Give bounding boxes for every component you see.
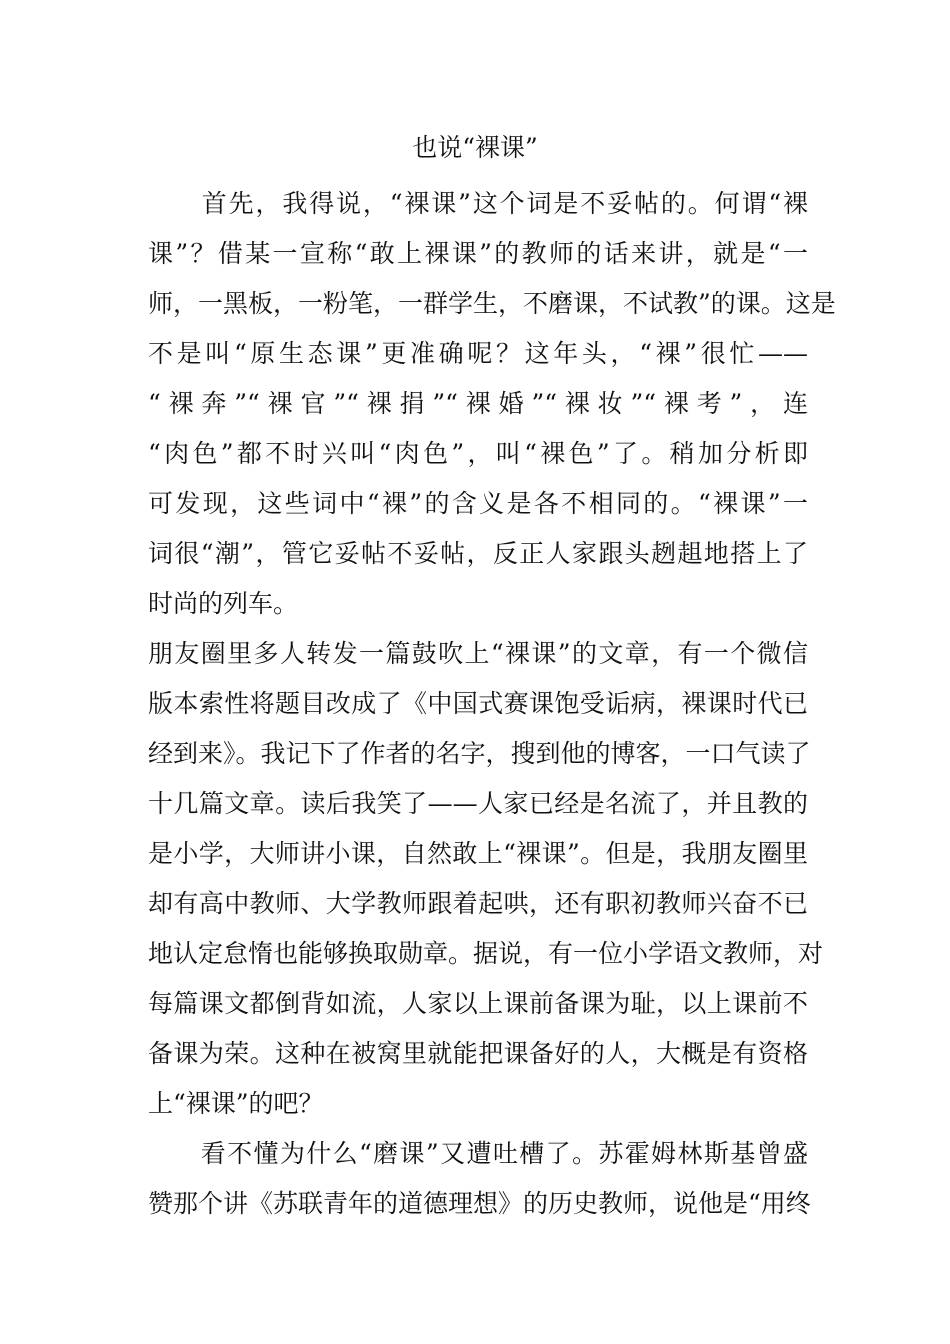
text-line: 备课为荣。这种在被窝里就能把课备好的人，大概是有资格 [148,1039,808,1068]
text-line: 版本索性将题目改成了《中国式赛课饱受诟病，裸课时代已 [148,689,808,718]
text-line: 上“裸课”的吧？ [148,1089,324,1118]
text-line: 课”？借某一宣称“敢上裸课”的教师的话来讲，就是“一 [148,239,808,268]
text-line: 看不懂为什么“磨课”又遭吐槽了。苏霍姆林斯基曾盛 [148,1139,808,1168]
text-line: 可发现，这些词中“裸”的含义是各不相同的。“裸课”一 [148,489,809,518]
document-body [148,179,836,1229]
text-line: “裸奔”“裸官”“裸捐”“裸婚”“裸妆”“裸考”，连 [148,389,808,418]
text-line: “肉色”都不时兴叫“肉色”，叫“裸色”了。稍加分析即 [148,439,808,468]
text-line: 是小学，大师讲小课，自然敢上“裸课”。但是，我朋友圈里 [148,839,808,868]
text-line: 赞那个讲《苏联青年的道德理想》的历史教师，说他是“用终 [148,1189,811,1218]
document-title: 也说“裸课” [412,133,538,162]
text-line: 经到来》。我记下了作者的名字，搜到他的博客，一口气读了 [148,739,811,768]
text-line: 不是叫“原生态课”更准确呢？这年头，“裸”很忙—— [148,339,808,368]
text-line: 词很“潮”，管它妥帖不妥帖，反正人家跟头趔趄地搭上了 [148,539,808,568]
text-line: 时尚的列车。 [148,589,299,618]
text-line: 师，一黑板，一粉笔，一群学生，不磨课，不试教”的课。这是 [148,289,836,318]
text-line: 首先，我得说，“裸课”这个词是不妥帖的。何谓“裸 [148,189,808,218]
text-line: 地认定怠惰也能够换取勋章。据说，有一位小学语文教师，对 [148,939,824,968]
text-line: 却有高中教师、大学教师跟着起哄，还有职初教师兴奋不已 [148,889,808,918]
text-line: 十几篇文章。读后我笑了——人家已经是名流了，并且教的 [148,789,808,818]
text-line: 每篇课文都倒背如流，人家以上课前备课为耻，以上课前不 [148,989,808,1018]
text-line: 朋友圈里多人转发一篇鼓吹上“裸课”的文章，有一个微信 [148,639,808,668]
